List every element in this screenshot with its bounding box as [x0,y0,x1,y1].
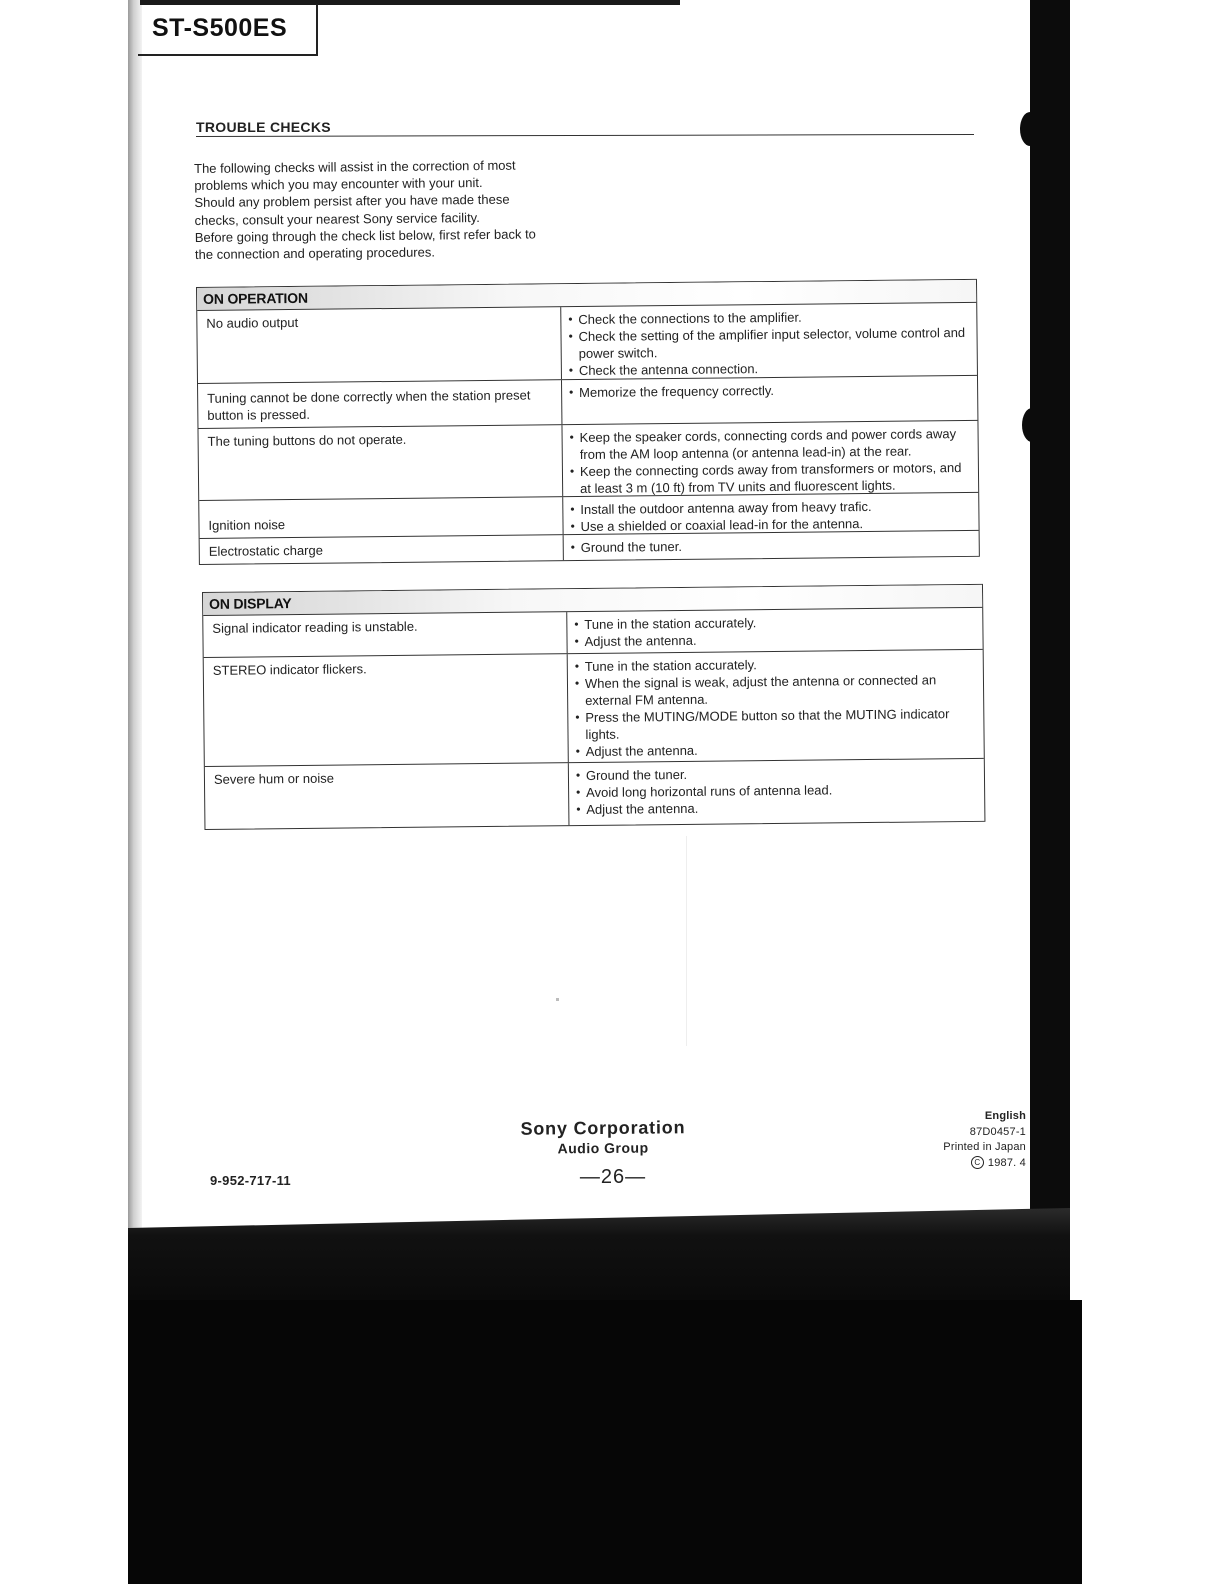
table-row [198,376,977,429]
scan-bottom-edge [128,1208,1070,1300]
binder-notch [1022,408,1042,442]
remedy-cell [563,493,978,534]
remedy-cell [564,531,979,560]
copyright-line [943,1156,1026,1172]
remedy-item: • Ground the tuner. [571,535,973,556]
remedy-item: • Keep the speaker cords, connecting cords and power cords away from the AM loop antenna (or antenna lead-in) at the rear. [570,425,972,463]
remedy-item: • Adjust the antenna. [576,739,978,760]
problem-cell: Severe hum or noise [205,763,570,829]
document-number: 9-952-717-11 [210,1173,291,1188]
table-title: ON OPERATION [203,289,308,307]
printed-in: Printed in Japan [943,1141,1026,1153]
black-scan-band [128,1300,1082,1584]
remedy-cell [562,421,978,496]
remedy-cell [568,650,984,762]
problem-cell [198,380,562,428]
problem-cell [200,535,564,564]
remedy-cell [567,608,982,653]
scan-left-edge [128,0,142,1300]
table-title: ON DISPLAY [209,595,292,612]
intro-line: checks, consult your nearest Sony service facility. [194,209,480,228]
intro-line: Should any problem persist after you have made these [194,192,510,211]
remedy-item: • Keep the connecting cords away from transformers or motors, and at least 3 m (10 ft) from TV units and fluorescent lights. [570,459,972,497]
corporation-block [520,1117,686,1156]
remedy-item: • Tune in the station accurately. [574,612,976,633]
problem-cell: No audio output [197,307,562,383]
remedy-item: • Memorize the frequency correctly. [569,380,971,401]
remedy-item: • Press the MUTING/MODE button so that the MUTING indicator lights. [575,705,977,743]
binder-notch [1020,112,1040,146]
scan-right-edge [1030,0,1070,1300]
remedy-item: • Check the antenna connection. [569,358,971,379]
remedy-item: • When the signal is weak, adjust the antenna or connected an external FM antenna. [575,671,977,709]
remedy-item: • Adjust the antenna. [576,797,978,818]
remedy-item: • Use a shielded or coaxial lead-in for the antenna. [570,514,972,535]
intro-line: problems which you may encounter with your unit. [194,175,483,194]
remedy-cell [569,759,985,825]
copyright-icon: C [971,1156,984,1169]
on-display-table [202,584,985,830]
section-title: TROUBLE CHECKS [196,119,331,135]
problem-cell: STEREO indicator flickers. [204,654,569,766]
problem-text: Ignition noise [208,517,286,533]
table-row [204,650,984,767]
scan-speck [686,836,687,1046]
intro-line: the connection and operating procedures. [194,244,436,263]
remedy-item: • Adjust the antenna. [574,629,976,650]
table-row [205,759,985,829]
remedy-cell [562,376,977,424]
remedy-item: • Avoid long horizontal runs of antenna lead. [576,780,978,801]
remedy-item: • Tune in the station accurately. [575,654,977,675]
scan-speck [556,998,559,1001]
problem-text: Electrostatic charge [208,542,324,559]
remedy-item: • Check the setting of the amplifier input selector, volume control and power switch. [568,324,970,362]
remedy-cell [561,303,977,379]
model-name: ST-S500ES [152,14,288,42]
remedy-item: • Ground the tuner. [576,763,978,784]
problem-cell [199,497,563,538]
intro-line: The following checks will assist in the correction of most [194,157,516,176]
remedy-item: • Install the outdoor antenna away from heavy trafic. [570,497,972,518]
copyright-year: 1987. 4 [987,1156,1026,1169]
corporation-name: Sony Corporation [520,1117,686,1139]
page-number: —26— [579,1166,647,1188]
problem-cell: The tuning buttons do not operate. [198,425,563,500]
remedy-item: • Check the connections to the amplifier. [568,307,970,328]
problem-cell: Signal indicator reading is unstable. [203,612,567,657]
table-row [197,303,977,384]
print-code: 87D0457-1 [969,1125,1026,1138]
on-operation-table [196,279,980,565]
language-label: English [984,1110,1026,1122]
problem-text: Tuning cannot be done correctly when the station preset button is pressed. [207,387,531,423]
intro-paragraph [194,156,575,263]
intro-line: Before going through the check list below, first refer back to [194,226,536,245]
binder-notch [1040,1052,1060,1086]
corporation-group: Audio Group [557,1139,649,1157]
imprint-block [943,1109,1026,1171]
table-row [198,421,978,501]
